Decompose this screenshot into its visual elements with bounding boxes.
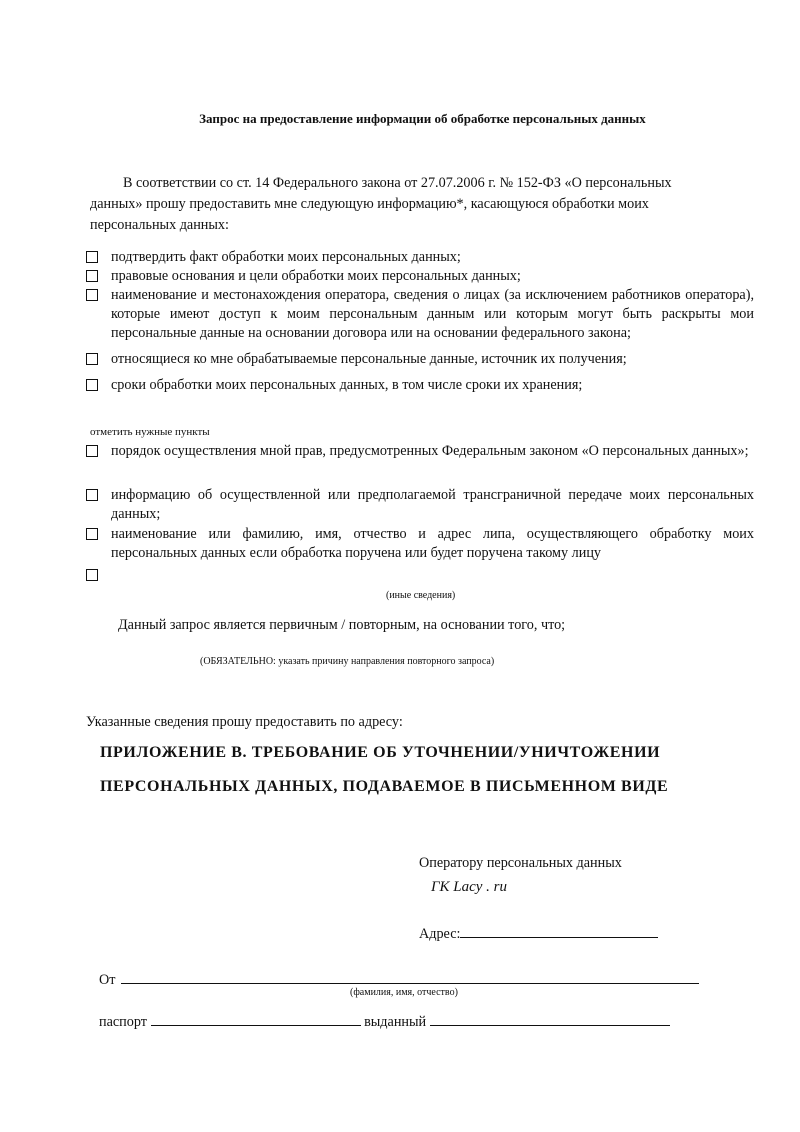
- issued-label: выданный: [364, 1014, 427, 1030]
- checkbox-item[interactable]: [86, 376, 754, 395]
- checkbox-label: порядок осуществления мной прав, предусмотренных Федеральным законом «О персональных данных»;: [111, 443, 749, 459]
- checkbox-item[interactable]: [86, 442, 754, 461]
- operator-name: ГК Lacy . ru: [431, 879, 507, 895]
- checkbox-label: информацию об осуществленной или предполагаемой трансграничной передаче моих персональных данных;: [111, 487, 754, 522]
- checkbox-label: наименование или фамилию, имя, отчество и адрес липа, осуществляющего обработку моих персональных данных если обработка поручена или будет поручена такому лицу: [111, 526, 754, 561]
- checkbox-label: подтвердить факт обработки моих персональных данных;: [111, 249, 461, 265]
- passport-label: паспорт: [99, 1014, 147, 1030]
- mark-note: отметить нужные пункты: [90, 426, 210, 438]
- checkbox-label: наименование и местонахождения оператора, сведения о лицах (за исключением работников оператора), которые имеют доступ к моим персональным данным или которым могут быть раскрыты мои персональные данные на основании договора или на основании федерального закона;: [111, 287, 754, 341]
- checkbox-square-icon[interactable]: [86, 489, 98, 501]
- checkbox-item[interactable]: [86, 486, 754, 524]
- issued-line[interactable]: [430, 1011, 670, 1026]
- intro-paragraph: В соответствии со ст. 14 Федерального закона от 27.07.2006 г. № 152-ФЗ «О персональных данных» прошу предоставить мне следующую информацию*, касающуюся обработки моих персональных данных:: [90, 175, 672, 233]
- checkbox-item[interactable]: [86, 248, 754, 267]
- document-title: Запрос на предоставление информации об обработке персональных данных: [199, 111, 646, 126]
- address-field[interactable]: [419, 923, 658, 943]
- passport-field[interactable]: [99, 1011, 670, 1031]
- checkbox-square-icon[interactable]: [86, 445, 98, 457]
- checkbox-item[interactable]: [86, 267, 754, 286]
- from-line[interactable]: [121, 969, 699, 984]
- checkbox-label: сроки обработки моих персональных данных, в том числе сроки их хранения;: [111, 377, 583, 393]
- appendix-heading-line2: ПЕРСОНАЛЬНЫХ ДАННЫХ, ПОДАВАЕМОЕ В ПИСЬМЕННОМ ВИДЕ: [100, 778, 669, 795]
- address-label: Адрес:: [419, 926, 461, 942]
- from-label: От: [99, 972, 116, 988]
- checkbox-square-icon[interactable]: [86, 528, 98, 540]
- mandatory-note: (ОБЯЗАТЕЛЬНО: указать причину направления повторного запроса): [200, 656, 495, 667]
- checkbox-item[interactable]: [86, 525, 754, 563]
- operator-label: Оператору персональных данных: [419, 855, 622, 871]
- checkbox-square-icon[interactable]: [86, 569, 98, 581]
- checkbox-square-icon[interactable]: [86, 251, 98, 263]
- request-type-text: Данный запрос является первичным / повторным, на основании того, что;: [118, 617, 566, 633]
- checkbox-square-icon[interactable]: [86, 270, 98, 282]
- checkbox-item[interactable]: [86, 350, 754, 369]
- appendix-heading-line1: ПРИЛОЖЕНИЕ В. ТРЕБОВАНИЕ ОБ УТОЧНЕНИИ/УНИЧТОЖЕНИИ: [100, 744, 661, 761]
- fio-note: (фамилия, имя, отчество): [350, 987, 458, 998]
- checkbox-square-icon[interactable]: [86, 353, 98, 365]
- address-request-text: Указанные сведения прошу предоставить по адресу:: [86, 714, 403, 730]
- checkbox-square-icon[interactable]: [86, 379, 98, 391]
- checkbox-item[interactable]: [86, 286, 754, 343]
- from-field[interactable]: [99, 969, 699, 989]
- address-line[interactable]: [460, 923, 658, 938]
- passport-line[interactable]: [151, 1011, 361, 1026]
- checkbox-label: относящиеся ко мне обрабатываемые персональные данные, источник их получения;: [111, 351, 627, 367]
- checkbox-label: правовые основания и цели обработки моих персональных данных;: [111, 268, 521, 284]
- checkbox-square-icon[interactable]: [86, 289, 98, 301]
- other-info-note: (иные сведения): [386, 590, 456, 601]
